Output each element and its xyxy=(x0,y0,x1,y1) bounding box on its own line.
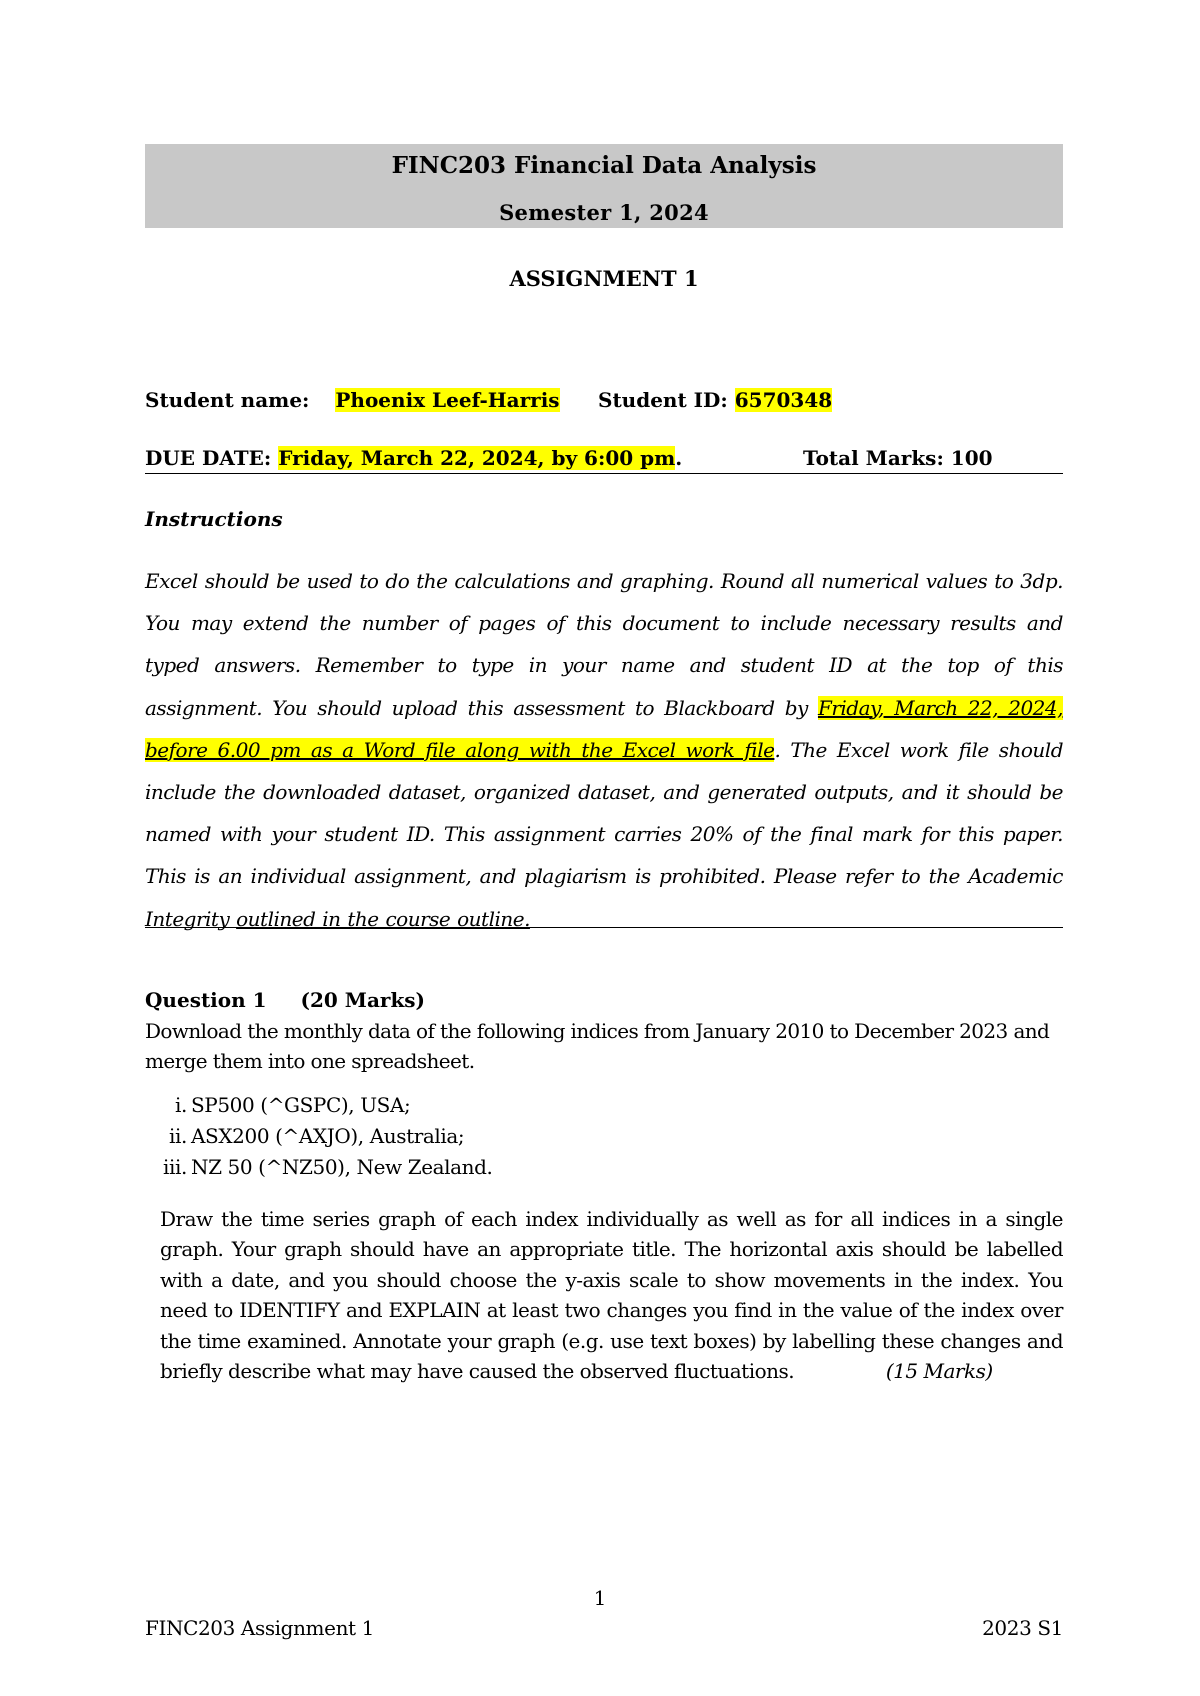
list-item-number: iii. xyxy=(163,1155,187,1179)
course-title: FINC203 Financial Data Analysis xyxy=(391,152,817,179)
question1-marks: (20 Marks) xyxy=(300,988,426,1012)
due-date-period: . xyxy=(675,446,683,470)
student-id-value: 6570348 xyxy=(734,388,833,412)
instructions-part2: . The Excel work file should include the downloaded dataset, organized dataset, and generated outputs, and it should be named with your student ID. This assignment carries 20% of the final mark for this paper. This is an individual assignment, and plagiarism is prohibited. Please refer to the Academic Integrity xyxy=(145,737,1064,931)
footer-left: FINC203 Assignment 1 xyxy=(145,1616,374,1640)
list-item-text: SP500 (^GSPC), USA; xyxy=(191,1093,411,1117)
instructions-heading: Instructions xyxy=(145,507,283,531)
total-marks-row xyxy=(803,446,993,470)
student-id-row xyxy=(598,388,832,412)
divider-bottom xyxy=(145,927,1063,928)
question1-title: Question 1 xyxy=(145,988,267,1012)
total-marks-label: Total Marks: xyxy=(803,446,944,470)
question1-task xyxy=(160,1204,1063,1386)
instructions-underlined-end: outlined in the course outline. xyxy=(236,906,530,931)
instructions-part1: Excel should be used to do the calculations and graphing. Round all numerical values to 3dp. You may extend the number of pages of this document to include necessary results and typed answers. Remember to type in your name and student ID at the top of this assignment. You should upload this assessment to Blackboard by xyxy=(145,569,1063,720)
upload-deadline-highlight: Friday, March 22, 2024, before 6.00 pm as a Word file along with the Excel work file xyxy=(145,695,1063,762)
student-name-label: Student name: xyxy=(145,388,310,412)
list-item-number: i. xyxy=(175,1093,187,1117)
list-item-number: ii. xyxy=(169,1124,187,1148)
question1-intro: Download the monthly data of the following indices from January 2010 to December 2023 and merge them into one spreadsheet. xyxy=(145,1019,1050,1073)
question1-task-marks: (15 Marks) xyxy=(885,1359,993,1384)
assignment-title: ASSIGNMENT 1 xyxy=(509,266,699,291)
due-date-label: DUE DATE: xyxy=(145,446,272,470)
question1-heading xyxy=(145,988,425,1012)
due-date-row xyxy=(145,446,682,470)
title-band xyxy=(145,144,1063,228)
list-item-text: NZ 50 (^NZ50), New Zealand. xyxy=(191,1155,493,1179)
student-name-value: Phoenix Leef-Harris xyxy=(335,388,560,412)
student-id-label: Student ID: xyxy=(598,388,728,412)
instructions-text xyxy=(145,560,1063,940)
due-date-value: Friday, March 22, 2024, by 6:00 pm xyxy=(278,446,676,470)
footer-right: 2023 S1 xyxy=(982,1616,1063,1640)
total-marks-value: 100 xyxy=(950,446,993,470)
semester: Semester 1, 2024 xyxy=(499,200,709,225)
page-number: 1 xyxy=(593,1586,607,1610)
list-item-text: ASX200 (^AXJO), Australia; xyxy=(191,1124,465,1148)
question1-task-text: Draw the time series graph of each index individually as well as for all indices in a single graph. Your graph should have an appropriate title. The horizontal axis should be labelled with a date, and you should choose the y-axis scale to show movements in the index. You need to IDENTIFY and EXPLAIN at least two changes you find in the value of the index over the time examined. Annotate your graph (e.g. use text boxes) by labelling these changes and briefly describe what may have caused the observed fluctuations. xyxy=(160,1207,1063,1384)
divider-top xyxy=(145,473,1063,474)
student-name-row xyxy=(145,388,560,412)
